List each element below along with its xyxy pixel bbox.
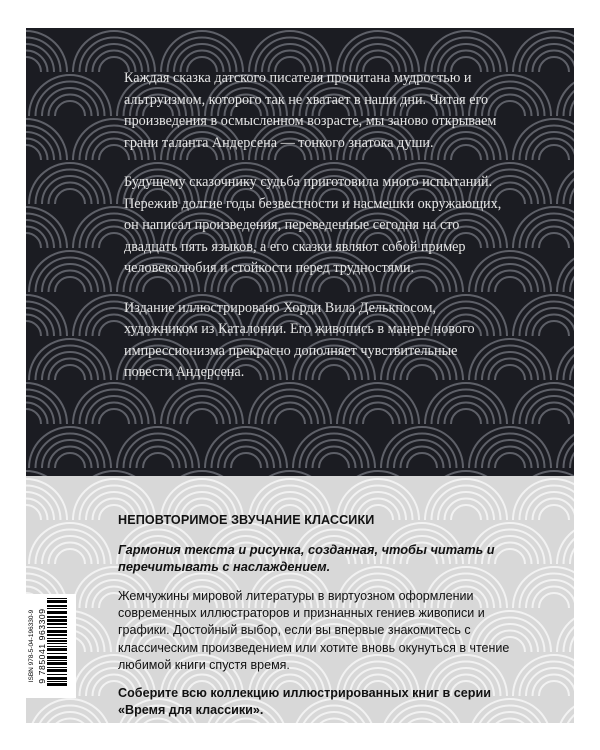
series-text bbox=[118, 513, 528, 719]
barcode-bar bbox=[47, 653, 67, 654]
annotation-text bbox=[124, 68, 504, 402]
barcode-bar bbox=[47, 677, 67, 680]
barcode-bar bbox=[47, 648, 67, 651]
barcode-bar bbox=[47, 660, 67, 661]
series-description: Жемчужины мировой литературы в виртуозном оформлении современных иллюстраторов и признанных гениев живописи и графики. Достойный выбор, если вы впервые знакомитесь с классическим произведением или хотите вновь окунуться в чтение любимой книги спустя время. bbox=[118, 589, 510, 672]
book-back-cover bbox=[26, 28, 574, 723]
barcode-bar bbox=[47, 683, 67, 686]
barcode-bar bbox=[47, 669, 67, 672]
barcode-bar bbox=[47, 616, 67, 618]
barcode-bar bbox=[47, 630, 67, 633]
series-call-to-action: Соберите всю коллекцию иллюстрированных книг в серии «Время для классики». bbox=[118, 686, 491, 718]
series-tagline: Гармония текста и рисунка, созданная, чтобы читать и перечитывать с наслаждением. bbox=[118, 542, 495, 574]
isbn-label: ISBN 978-5-04-196330-9 bbox=[28, 609, 35, 683]
barcode-bar bbox=[47, 608, 67, 609]
barcode-bar bbox=[47, 681, 67, 682]
dark-description-panel bbox=[26, 28, 574, 476]
barcode-bar bbox=[47, 598, 67, 599]
barcode-bar bbox=[47, 656, 67, 659]
barcode-bar bbox=[47, 667, 67, 668]
annotation-paragraph-2: Будущему сказочнику судьба приготовила много испытаний. Пережив долгие годы безвестности и насмешки окружающих, он написал произведения, переведенные сегодня на сто двадцать пять языков, а его сказки являют собой пример человеколюбия и стойкости перед трудностями. bbox=[124, 174, 502, 276]
barcode-bar bbox=[47, 611, 67, 614]
barcode-bars bbox=[46, 594, 70, 698]
series-info-panel bbox=[26, 476, 574, 723]
barcode-bar bbox=[47, 646, 67, 647]
barcode-bar bbox=[47, 600, 67, 603]
annotation-paragraph-3: Издание иллюстрировано Хорди Вила Делькпосом, художником из Каталонии. Его живопись в манере нового импрессионизма прекрасно дополняет чувствительные повести Андерсена. bbox=[124, 299, 475, 380]
barcode-bar bbox=[47, 674, 67, 675]
annotation-paragraph-1: Каждая сказка датского писателя пропитана мудростью и альтруизмом, которого так не хватает в наши дни. Читая его произведения в осмысленном возрасте, мы заново открываем грани таланта Андерсена — тонкого знатока души. bbox=[124, 70, 497, 151]
barcode-bar bbox=[47, 634, 67, 636]
barcode-bar bbox=[47, 619, 67, 622]
series-heading: НЕПОВТОРИМОЕ ЗВУЧАНИЕ КЛАССИКИ bbox=[118, 513, 375, 527]
barcode-digits: 9 785041 963309 bbox=[37, 608, 47, 684]
barcode-bar bbox=[47, 643, 67, 644]
barcode-bar bbox=[47, 627, 67, 628]
barcode-bar bbox=[47, 605, 67, 607]
barcode-bar bbox=[47, 662, 67, 665]
barcode-bar bbox=[47, 640, 67, 642]
barcode-bar bbox=[47, 638, 67, 639]
barcode-bar bbox=[47, 623, 67, 625]
barcode bbox=[26, 594, 76, 698]
